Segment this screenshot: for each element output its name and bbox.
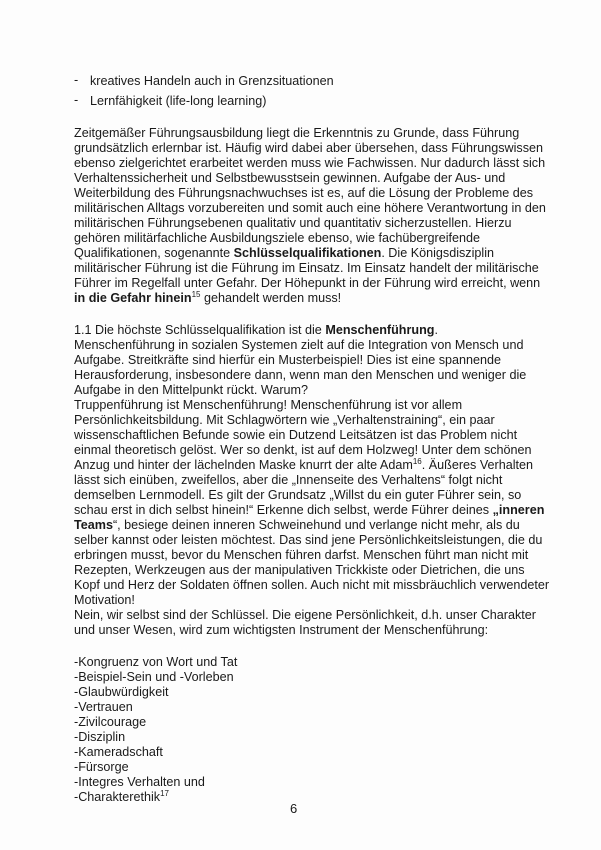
text-line: Motivation! xyxy=(74,593,135,607)
text-line: Persönlichkeitsbildung. Mit Schlagwörtern wie „Verhaltenstraining“, ein paar xyxy=(74,413,495,427)
text-line: Menschenführung in sozialen Systemen zielt auf die Integration von Mensch und xyxy=(74,338,524,352)
footnote-ref: 16 xyxy=(412,457,422,466)
text-line: Führer im Regelfall unter Gefahr. Der Höhepunkt in der Führung wird erreicht, wenn xyxy=(74,276,541,290)
emphasis: in die Gefahr hinein xyxy=(74,291,192,305)
list-item: -Vertrauen xyxy=(74,700,133,714)
footnote-ref: 17 xyxy=(160,789,169,798)
bullet-dash: - xyxy=(74,73,79,87)
text-line: militärischen Führungsebenen qualitativ und quantitativ sicherzustellen. Hierzu xyxy=(74,216,512,230)
text-line: Rezepten, Werkzeugen aus der manipulativen Trickkiste oder Dietrichen, die uns xyxy=(74,563,525,577)
list-item: -Kongruenz von Wort und Tat xyxy=(74,655,238,669)
text-line: militärischen Alltags vorzubereiten und somit auch eine höhere Verantwortung in den xyxy=(74,201,546,215)
bullet-dash: - xyxy=(74,93,79,107)
text-line: Truppenführung ist Menschenführung! Menschenführung ist vor allem xyxy=(74,398,463,412)
text-line: Verhaltenssicherheit und Selbstbewusstsein gewinnen. Aufgabe der Aus- und xyxy=(74,171,506,185)
footnote-ref: 15 xyxy=(191,290,201,299)
text-line: Weiterbildung des Führungsnachwuchses ist es, auf die Lösung der Probleme des xyxy=(74,186,534,200)
text-line: grundsätzlich erlernbar ist. Häufig wird dabei aber übersehen, dass Führungswissen xyxy=(74,141,544,155)
text-line: Aufgabe in den Mittelpunkt rückt. Warum? xyxy=(74,383,309,397)
list-item: -Integres Verhalten und xyxy=(74,775,205,789)
list-item: -Kameradschaft xyxy=(74,745,163,759)
text-line: Herausforderung, insbesondere dann, wenn man den Menschen und weniger die xyxy=(74,368,527,382)
emphasis: Teams xyxy=(74,518,113,532)
list-item: -Charakterethik$^{17}$ xyxy=(74,789,169,804)
text-line: einmal theoretisch gelöst. Wer so denkt, ist auf dem Holzweg! Unter dem schönen xyxy=(74,443,532,457)
section-heading: 1.1 Die höchste Schlüsselqualifikation ist die Menschenführung. xyxy=(74,323,438,337)
list-item: -Zivilcourage xyxy=(74,715,147,729)
text-line: demselben Lernmodell. Es gilt der Grundsatz „Willst du ein guter Führer sein, so xyxy=(74,488,522,502)
list-item: -Beispiel-Sein und -Vorleben xyxy=(74,670,234,684)
list-item: -Glaubwürdigkeit xyxy=(74,685,169,699)
text-line: schau erst in dich selbst hinein!“ Erkenne dich selbst, werde Führer deines „inneren xyxy=(74,503,545,517)
list-item: -Disziplin xyxy=(74,730,126,744)
list-item: -Fürsorge xyxy=(74,760,129,774)
text-line: selber kannst oder leisten möchtest. Das sind jene Persönlichkeitsleistungen, die du xyxy=(74,533,543,547)
text-line: Aufgabe. Streitkräfte sind hierfür ein Musterbeispiel! Dies ist eine spannende xyxy=(74,353,502,367)
text-line: erbringen musst, bevor du Menschen führen darfst. Menschen führt man nicht mit xyxy=(74,548,529,562)
text-line: Nein, wir selbst sind der Schlüssel. Die eigene Persönlichkeit, d.h. unser Charakter xyxy=(74,608,536,622)
text-line: Qualifikationen, sogenannte Schlüsselqualifikationen. Die Königsdisziplin xyxy=(74,246,495,260)
text-line: Zeitgemäßer Führungsausbildung liegt die Erkenntnis zu Grunde, dass Führung xyxy=(74,126,520,140)
text-line: militärischer Führung ist die Führung im Einsatz. Im Einsatz handelt der militärische xyxy=(74,261,539,275)
text-line: in die Gefahr hinein$^{15}$ gehandelt werden muss! xyxy=(74,290,342,305)
emphasis: „inneren xyxy=(492,503,545,517)
page-number: 6 xyxy=(290,801,298,816)
text-line: und unser Wesen, wird zum wichtigsten Instrument der Menschenführung: xyxy=(74,623,489,637)
text-line: wissenschaftlichen Befunde sowie ein Dutzend Leitsätzen ist das Problem nicht xyxy=(74,428,518,442)
text-line: ebenso zielgerichtet erarbeitet werden muss wie Fachwissen. Nur dadurch lässt sich xyxy=(74,156,546,170)
text-line: gehören militärfachliche Ausbildungsziele ebenso, wie fachübergreifende xyxy=(74,231,481,245)
bullet-item: Lernfähigkeit (life-long learning) xyxy=(90,94,267,108)
text-line: Teams“, besiege deinen inneren Schweinehund und verlange nicht mehr, als du xyxy=(74,518,520,532)
text-line: Anzug und hinter der lächelnden Maske knurrt der alte Adam$^{16}$. Äußeres Verhalten xyxy=(74,457,534,472)
text-line: lässt sich einüben, zweifellos, aber die „Innenseite des Verhaltens“ folgt nicht xyxy=(74,473,503,487)
emphasis: Schlüsselqualifikationen xyxy=(233,246,382,260)
text-line: Kopf und Herz der Soldaten öffnen sollen. Auch nicht mit missbräuchlich verwendeter xyxy=(74,578,550,592)
bullet-item: kreatives Handeln auch in Grenzsituationen xyxy=(90,74,334,88)
